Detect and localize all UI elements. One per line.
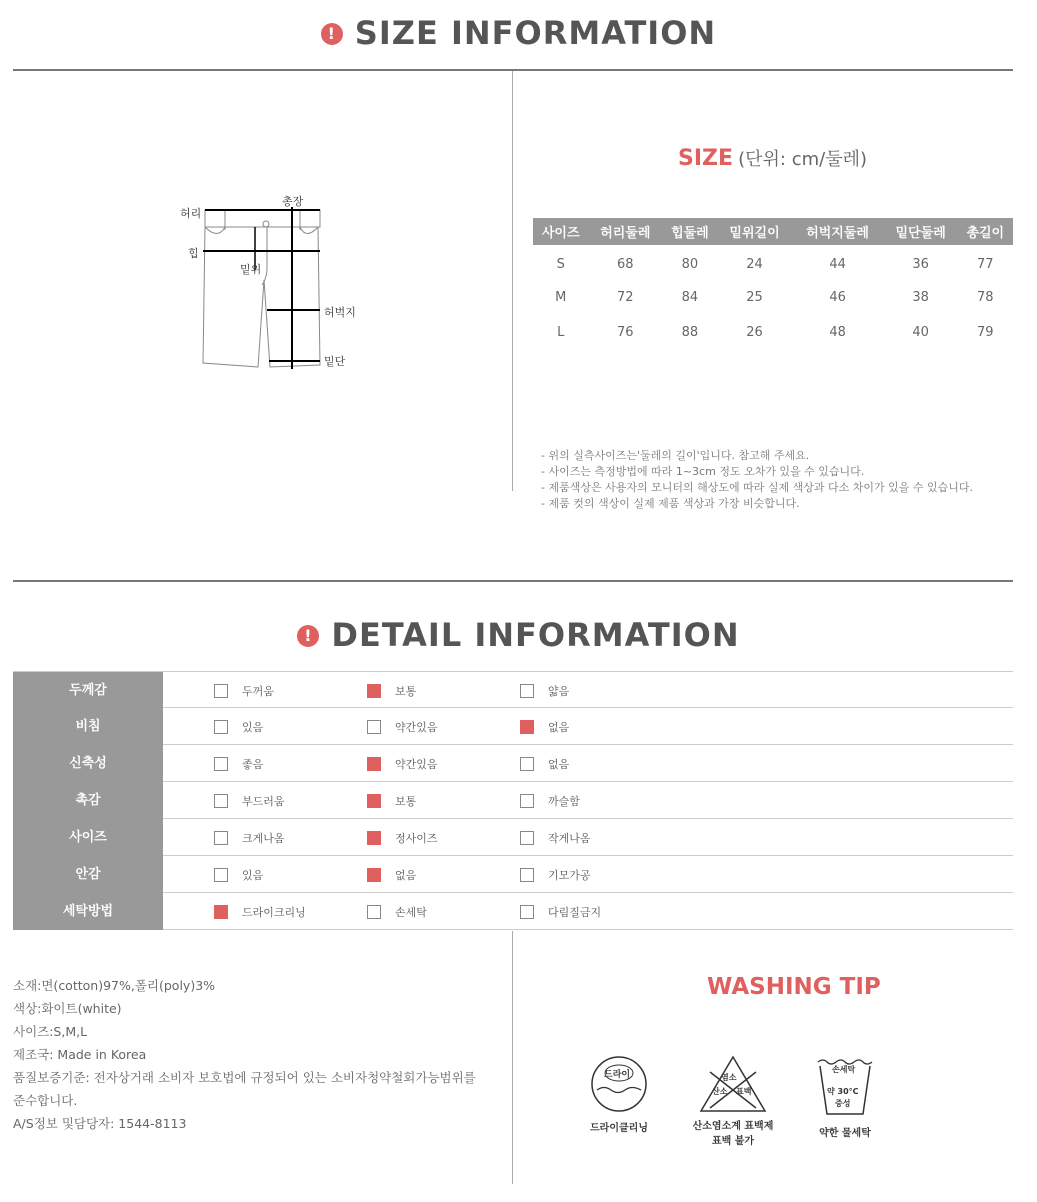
unchecked-box-icon[interactable] — [520, 684, 534, 698]
column-header: 사이즈 — [533, 218, 588, 245]
table-cell: 80 — [681, 257, 699, 272]
dry-clean-caption: 드라이클리닝 — [590, 1123, 648, 1134]
unchecked-box-icon[interactable] — [214, 684, 228, 698]
no-bleach-care — [686, 1054, 780, 1147]
checked-box-icon[interactable] — [367, 868, 381, 882]
detail-option-label: 두꺼움 — [242, 685, 274, 698]
table-cell: 76 — [617, 325, 634, 340]
detail-option-label: 손세탁 — [395, 906, 427, 919]
unchecked-box-icon[interactable] — [520, 868, 534, 882]
unchecked-box-icon[interactable] — [214, 757, 228, 771]
dry-clean-symbol-text: 드라이 — [604, 1070, 631, 1080]
detail-option[interactable] — [520, 904, 601, 918]
unchecked-box-icon[interactable] — [520, 757, 534, 771]
table-row — [533, 280, 1013, 315]
detail-row — [13, 782, 1013, 819]
detail-option-label: 약간있음 — [395, 758, 438, 771]
detail-option[interactable] — [520, 830, 591, 844]
table-cell: 88 — [681, 325, 699, 340]
detail-option-label: 드라이크리닝 — [242, 906, 306, 919]
detail-row-label: 두께감 — [13, 672, 163, 709]
table-cell: 40 — [912, 325, 929, 340]
unchecked-box-icon[interactable] — [367, 905, 381, 919]
table-cell: 38 — [912, 290, 929, 305]
diagram-label-hip: 힙 — [188, 247, 199, 260]
table-cell: 48 — [829, 325, 846, 340]
table-cell: 77 — [977, 257, 994, 272]
column-header: 힙둘레 — [662, 218, 717, 245]
table-cell: 24 — [746, 257, 763, 272]
table-cell: 36 — [912, 257, 929, 272]
detail-option-label: 약간있음 — [395, 721, 438, 734]
detail-option-label: 크게나옴 — [242, 832, 285, 845]
hand-wash-caption: 약한 물세탁 — [819, 1128, 871, 1139]
detail-option-label: 까슬함 — [548, 795, 580, 808]
checked-box-icon[interactable] — [367, 794, 381, 808]
table-cell: 26 — [746, 325, 763, 340]
column-header: 밑위길이 — [718, 218, 792, 245]
size-table — [533, 218, 1013, 350]
column-header: 허리둘레 — [588, 218, 662, 245]
detail-row-label: 비침 — [13, 708, 163, 745]
no-bleach-icon — [698, 1054, 768, 1114]
unchecked-box-icon[interactable] — [520, 831, 534, 845]
no-bleach-caption-1: 산소염소계 표백제 — [692, 1121, 774, 1132]
detail-section-title — [0, 616, 1037, 654]
hand-wash-text-1: 손세탁 — [832, 1065, 856, 1074]
table-cell: 84 — [681, 290, 699, 305]
table-cell: 44 — [829, 257, 846, 272]
divider — [13, 69, 1013, 71]
size-heading — [678, 145, 867, 171]
as-info-line: A/S정보 및담당자: 1544-8113 — [13, 1116, 187, 1131]
detail-option-label: 부드러움 — [242, 795, 285, 808]
detail-option[interactable] — [367, 756, 438, 770]
detail-option-label: 정사이즈 — [395, 832, 438, 845]
detail-option-label: 얇음 — [548, 685, 570, 698]
checked-box-icon[interactable] — [367, 831, 381, 845]
hand-wash-text-3: 중성 — [835, 1099, 851, 1108]
size-heading-unit: (단위: cm/둘레) — [738, 149, 867, 170]
detail-table — [13, 671, 1013, 930]
diagram-label-thigh: 허벅지 — [324, 306, 356, 319]
size-heading-label: SIZE — [678, 146, 734, 171]
origin-line: 제조국: Made in Korea — [13, 1047, 147, 1062]
detail-option-label: 작게나옴 — [548, 832, 591, 845]
sizes-line: 사이즈:S,M,L — [13, 1024, 88, 1039]
unchecked-box-icon[interactable] — [214, 794, 228, 808]
detail-row-label: 촉감 — [13, 782, 163, 819]
diagram-label-waist: 허리 — [180, 207, 202, 220]
diagram-label-hem: 밑단 — [324, 355, 346, 368]
table-cell: 78 — [977, 290, 994, 305]
note-line: - 사이즈는 측정방법에 따라 1~3cm 정도 오차가 있을 수 있습니다. — [541, 465, 865, 478]
detail-row-label: 신축성 — [13, 745, 163, 782]
detail-row — [13, 819, 1013, 856]
note-line: - 제품색상은 사용자의 모니터의 해상도에 따라 실제 색상과 다소 차이가 있을 수 있습니다. — [541, 481, 973, 494]
size-section-title — [0, 14, 1037, 52]
detail-option[interactable] — [520, 793, 580, 807]
size-table-header — [533, 218, 1013, 245]
alert-icon: ! — [297, 625, 319, 647]
no-bleach-caption-2: 표백 불가 — [711, 1136, 755, 1147]
dry-clean-icon — [589, 1054, 649, 1114]
unchecked-box-icon[interactable] — [520, 905, 534, 919]
vertical-divider — [512, 71, 513, 491]
table-row — [533, 245, 1013, 280]
table-cell: 25 — [746, 290, 763, 305]
detail-option-label: 있음 — [242, 869, 264, 882]
table-row — [533, 315, 1013, 350]
column-header: 허벅지둘레 — [791, 218, 883, 245]
material-line: 소재:면(cotton)97%,폴리(poly)3% — [13, 978, 216, 993]
divider — [13, 580, 1013, 582]
detail-option[interactable] — [214, 719, 263, 733]
detail-option-label: 없음 — [395, 869, 417, 882]
unchecked-box-icon[interactable] — [367, 720, 381, 734]
detail-option-label: 좋음 — [242, 758, 264, 771]
table-cell: 72 — [617, 290, 634, 305]
shorts-diagram — [170, 185, 370, 375]
detail-option-label: 기모가공 — [548, 869, 591, 882]
detail-option[interactable] — [214, 830, 285, 844]
alert-icon: ! — [321, 23, 343, 45]
no-bleach-text-1: 염소 — [721, 1073, 737, 1082]
diagram-label-rise: 밑위 — [240, 263, 262, 276]
note-line: - 위의 실측사이즈는'둘레의 길이'입니다. 참고해 주세요. — [541, 449, 810, 462]
detail-option[interactable] — [520, 683, 569, 697]
detail-option-label: 없음 — [548, 758, 570, 771]
quality-line: 품질보증기준: 전자상거래 소비자 보호법에 규정되어 있는 소비자청약철회가능범위를 — [13, 1070, 476, 1085]
no-bleach-text-2: 산소 — [712, 1087, 728, 1096]
detail-row-label: 안감 — [13, 856, 163, 893]
detail-row-label: 세탁방법 — [13, 893, 163, 930]
detail-option-label: 있음 — [242, 721, 264, 734]
detail-section-title-text: DETAIL INFORMATION — [331, 616, 740, 654]
unchecked-box-icon[interactable] — [214, 720, 228, 734]
detail-option[interactable] — [520, 867, 591, 881]
detail-row — [13, 671, 1013, 708]
detail-option-label: 보통 — [395, 795, 417, 808]
material-info — [13, 974, 476, 1135]
note-line: - 제품 컷의 색상이 실제 제품 색상과 가장 비슷합니다. — [541, 497, 800, 510]
detail-option[interactable] — [367, 830, 438, 844]
detail-option[interactable] — [214, 867, 263, 881]
size-notes — [541, 448, 973, 512]
table-cell: L — [557, 325, 565, 340]
unchecked-box-icon[interactable] — [214, 868, 228, 882]
table-cell: 46 — [829, 290, 846, 305]
detail-row — [13, 856, 1013, 893]
detail-option[interactable] — [214, 683, 274, 697]
detail-row-label: 사이즈 — [13, 819, 163, 856]
checked-box-icon[interactable] — [367, 684, 381, 698]
dry-clean-care — [586, 1054, 652, 1134]
unchecked-box-icon[interactable] — [520, 794, 534, 808]
quality-line-cont: 준수합니다. — [13, 1093, 78, 1108]
detail-option-label: 다림질금지 — [548, 906, 602, 919]
hand-wash-text-2: 약 30°C — [827, 1087, 859, 1096]
checked-box-icon[interactable] — [367, 757, 381, 771]
detail-option[interactable] — [367, 719, 438, 733]
color-line: 색상:화이트(white) — [13, 1001, 122, 1016]
detail-option[interactable] — [214, 904, 306, 918]
table-cell: 79 — [977, 325, 994, 340]
column-header: 총길이 — [958, 218, 1013, 245]
no-bleach-text-3: 표백 — [736, 1087, 752, 1096]
detail-row — [13, 893, 1013, 930]
vertical-divider — [512, 931, 513, 1184]
column-header: 밑단둘레 — [884, 218, 958, 245]
detail-option[interactable] — [520, 756, 569, 770]
detail-option[interactable] — [520, 719, 569, 733]
detail-option[interactable] — [214, 756, 263, 770]
detail-option[interactable] — [367, 867, 416, 881]
detail-option[interactable] — [214, 793, 285, 807]
detail-row — [13, 745, 1013, 782]
detail-row — [13, 708, 1013, 745]
unchecked-box-icon[interactable] — [214, 831, 228, 845]
hand-wash-care — [810, 1058, 880, 1139]
table-cell: M — [555, 290, 567, 305]
diagram-label-total: 총장 — [282, 195, 304, 208]
detail-option[interactable] — [367, 683, 416, 697]
detail-option[interactable] — [367, 793, 416, 807]
detail-option-label: 보통 — [395, 685, 417, 698]
size-section-title-text: SIZE INFORMATION — [354, 14, 717, 52]
checked-box-icon[interactable] — [214, 905, 228, 919]
table-cell: 68 — [617, 257, 634, 272]
checked-box-icon[interactable] — [520, 720, 534, 734]
detail-option[interactable] — [367, 904, 427, 918]
detail-option-label: 없음 — [548, 721, 570, 734]
washing-tip-title: WASHING TIP — [707, 974, 881, 1000]
table-cell: S — [556, 257, 565, 272]
